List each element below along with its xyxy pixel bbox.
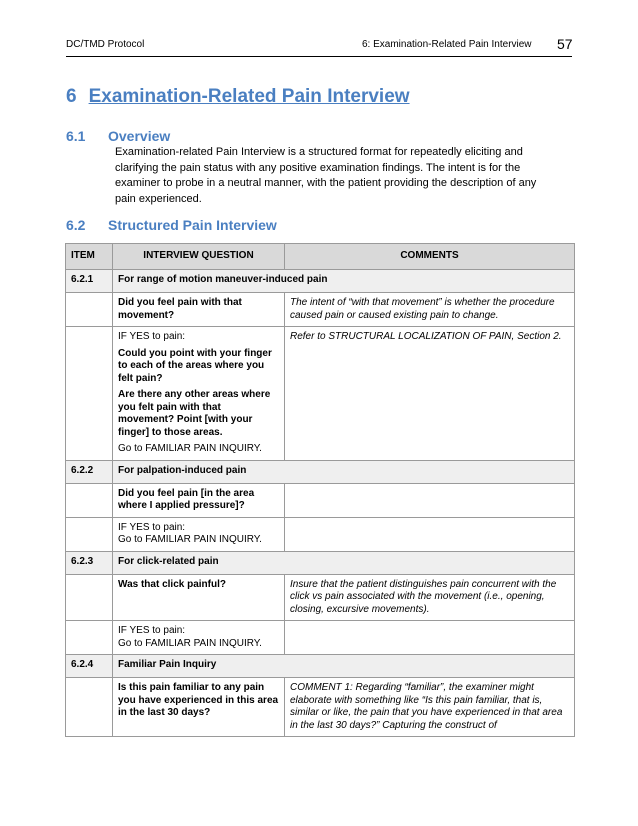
goto-text: Go to FAMILIAR PAIN INQUIRY. <box>118 637 262 649</box>
table-row <box>66 621 575 655</box>
page-number: 57 <box>557 36 573 52</box>
section-number: 6.1 <box>66 128 86 144</box>
table-row <box>66 483 575 517</box>
header-item: ITEM <box>66 244 113 270</box>
table-header-row <box>66 244 575 270</box>
goto-text: Go to FAMILIAR PAIN INQUIRY. <box>118 534 262 545</box>
table-row <box>66 517 575 551</box>
if-yes-text: IF YES to pain: <box>118 331 186 342</box>
question-text: Could you point with your finger to each of the areas where you felt pain? <box>118 347 272 384</box>
item-number: 6.2.2 <box>66 460 113 483</box>
section-row <box>66 270 575 293</box>
table-row <box>66 678 575 737</box>
question-cell <box>113 327 285 461</box>
section-row <box>66 655 575 678</box>
section-number: 6.2 <box>66 217 86 233</box>
section-title: Overview <box>108 128 171 144</box>
question-text: Are there any other areas where you felt pain with that movement? Point [with your finger] to those areas. <box>118 389 271 438</box>
chapter-title: Examination-Related Pain Interview <box>88 86 410 107</box>
section-row <box>66 460 575 483</box>
header-comments: COMMENTS <box>285 244 575 270</box>
overview-paragraph: Examination-related Pain Interview is a structured format for repeatedly eliciting and clarifying the pain status with any positive examination findings. The intent is for the examiner to probe in a neutral manner, with the patient providing the description of any pain experienced. <box>115 146 537 205</box>
section-heading-structured <box>66 217 277 233</box>
section-title: Structured Pain Interview <box>108 217 277 233</box>
comment-cell: Refer to STRUCTURAL LOCALIZATION OF PAIN, Section 2. <box>285 327 575 461</box>
empty-cell <box>285 483 575 517</box>
pain-interview-table <box>65 243 575 737</box>
empty-cell <box>66 621 113 655</box>
question-cell: Was that click painful? <box>113 574 285 621</box>
comment-cell: The intent of “with that movement” is whether the procedure caused pain or caused existing pain to change. <box>285 293 575 327</box>
table-row <box>66 574 575 621</box>
empty-cell <box>285 517 575 551</box>
header-rule <box>66 56 572 57</box>
empty-cell <box>285 621 575 655</box>
empty-cell <box>66 517 113 551</box>
question-cell <box>113 517 285 551</box>
empty-cell <box>66 483 113 517</box>
section-row-title: For palpation-induced pain <box>113 460 575 483</box>
empty-cell <box>66 327 113 461</box>
if-yes-text: IF YES to pain: <box>118 625 186 636</box>
item-number: 6.2.1 <box>66 270 113 293</box>
header-question: INTERVIEW QUESTION <box>113 244 285 270</box>
question-cell: Is this pain familiar to any pain you have experienced in this area in the last 30 days? <box>113 678 285 737</box>
question-cell: Did you feel pain [in the area where I applied pressure]? <box>113 483 285 517</box>
item-number: 6.2.4 <box>66 655 113 678</box>
comment-cell: COMMENT 1: Regarding “familiar”, the examiner might elaborate with something like “Is this pain familiar, that is, similar or like, the pain that you have experienced in that area in the last 30 days?” Capturing the construct of <box>285 678 575 737</box>
goto-text: Go to FAMILIAR PAIN INQUIRY. <box>118 443 262 454</box>
section-row-title: For click-related pain <box>113 551 575 574</box>
running-header-title: DC/TMD Protocol <box>66 39 145 50</box>
question-cell <box>113 621 285 655</box>
item-number: 6.2.3 <box>66 551 113 574</box>
chapter-heading <box>66 86 410 108</box>
section-row-title: For range of motion maneuver-induced pain <box>113 270 575 293</box>
section-heading-overview <box>66 128 170 144</box>
empty-cell <box>66 678 113 737</box>
section-row <box>66 551 575 574</box>
chapter-number: 6 <box>66 86 77 107</box>
running-header-section: 6: Examination-Related Pain Interview <box>362 39 532 50</box>
table-row <box>66 327 575 461</box>
section-row-title: Familiar Pain Inquiry <box>113 655 575 678</box>
question-cell: Did you feel pain with that movement? <box>113 293 285 327</box>
empty-cell <box>66 574 113 621</box>
table-row <box>66 293 575 327</box>
comment-cell: Insure that the patient distinguishes pain concurrent with the click vs pain associated with the movement (i.e., opening, closing, excursive movements). <box>285 574 575 621</box>
if-yes-text: IF YES to pain: <box>118 521 186 533</box>
empty-cell <box>66 293 113 327</box>
